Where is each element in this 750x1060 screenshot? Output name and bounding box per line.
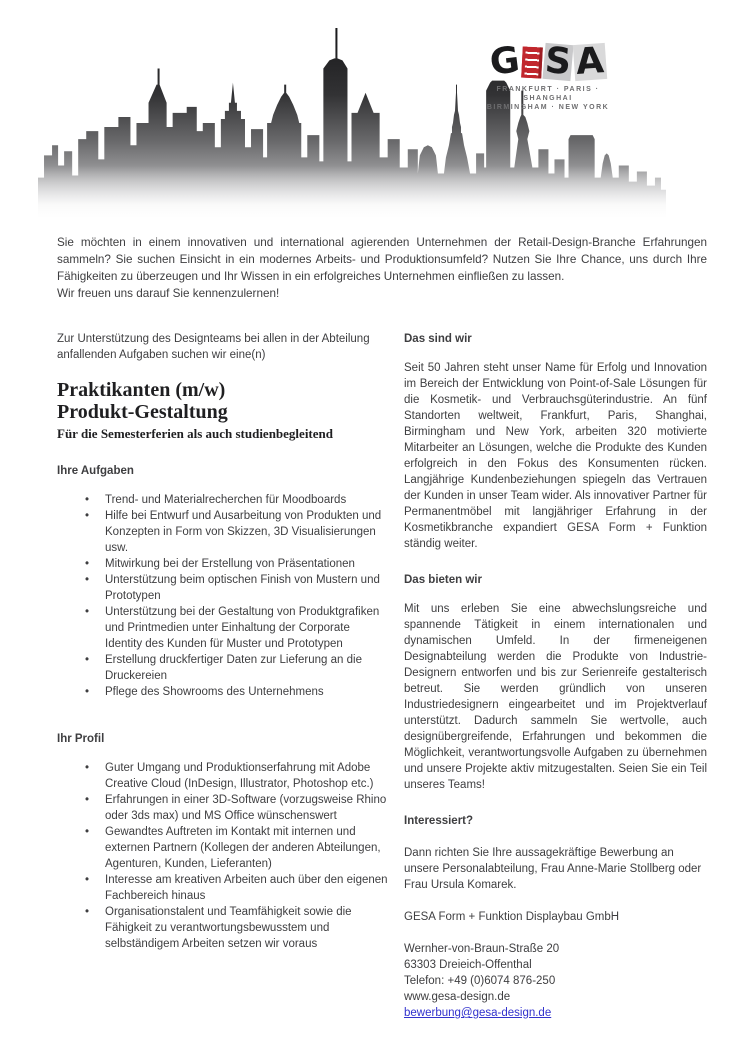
logo-letter-g: G xyxy=(487,39,522,84)
profile-item: • Gewandtes Auftreten im Kontakt mit internen und externen Partnern (Kollegen der anderen Abteilungen, Agenturen, Kunden, Lieferanten) xyxy=(105,824,390,872)
task-item: • Pflege des Showrooms des Unternehmens xyxy=(105,684,390,700)
tasks-list xyxy=(57,492,390,700)
intro-closing: Wir freuen uns darauf Sie kennenzulernen! xyxy=(57,287,280,300)
job-title-line2: Produkt-Gestaltung xyxy=(57,401,228,423)
profile-list xyxy=(57,760,390,952)
job-title-line1: Praktikanten (m/w) xyxy=(57,379,226,401)
task-item: • Unterstützung bei der Gestaltung von Produktgrafiken und Printmedien unter Einhaltung der Corporate Identity des Kunden für Muster und Prototypen xyxy=(105,604,390,652)
profile-item: • Erfahrungen in einer 3D-Software (vorzugsweise Rhino oder 3ds max) und MS Office wünschenswert xyxy=(105,792,390,824)
offer-paragraph: Mit uns erleben Sie eine abwechslungsreiche und spannende Tätigkeit in einem internationalen und dynamischen Umfeld. In der firmeneigenen Designabteilung werden die Produkte von Industrie-Designern entworfen und bis zur Serienreife gestalterisch betreut. Sie werden gründlich von unseren Industriedesignern eingearbeitet und im Projektverlauf unterstützt. Dadurch sammeln Sie wertvolle, auch designübergreifende, Erfahrungen und bekommen die Möglichkeit, verantwortungsvolle Aufgaben zu übernehmen und unsere Projekte aktiv mitzugestalten. Seien Sie ein Teil unseres Teams! xyxy=(404,603,707,791)
intro-paragraph: Sie möchten in einem innovativen und international agierenden Unternehmen der Retail-Design-Branche Erfahrungen sammeln? Sie suchen Einsicht in ein modernes Arbeits- und Produktionsumfeld? Nutzen Sie Ihre Chance, uns durch Ihre Fähigkeiten zu überzeugen und Ihr Wissen in ein erfolgreiches Unternehmen einfließen zu lassen. xyxy=(57,236,707,283)
logo-cities-line1: FRANKFURT · PARIS · SHANGHAI xyxy=(496,86,600,102)
profile-heading: Ihr Profil xyxy=(57,733,105,745)
logo-cities-line2: BIRMINGHAM · NEW YORK xyxy=(486,104,610,111)
address-city: 63303 Dreieich-Offenthal xyxy=(404,959,532,971)
job-subtitle: Für die Semesterferien als auch studienbegleitend xyxy=(57,426,333,441)
interested-heading: Interessiert? xyxy=(404,815,474,827)
email-link[interactable]: bewerbung@gesa-design.de xyxy=(404,1007,552,1019)
website-url: www.gesa-design.de xyxy=(404,991,511,1003)
tasks-heading: Ihre Aufgaben xyxy=(57,465,134,477)
vacancy-lead: Zur Unterstützung des Designteams bei allen in der Abteilung anfallenden Aufgaben suchen wir eine(n) xyxy=(57,333,370,361)
task-item: • Erstellung druckfertiger Daten zur Lieferung an die Druckereien xyxy=(105,652,390,684)
company-logo xyxy=(477,36,619,112)
about-heading: Das sind wir xyxy=(404,333,472,345)
task-item: • Hilfe bei Entwurf und Ausarbeitung von Produkten und Konzepten in Form von Skizzen, 3D Visualisierungen usw. xyxy=(105,508,390,556)
task-item: • Mitwirkung bei der Erstellung von Präsentationen xyxy=(105,556,390,572)
left-column xyxy=(57,331,390,952)
logo-letter-a: A xyxy=(574,40,606,83)
interested-paragraph: Dann richten Sie Ihre aussagekräftige Bewerbung an unsere Personalabteilung, Frau Anne-Marie Stollberg oder Frau Ursula Komarek. xyxy=(404,847,702,891)
logo-letter-s: S xyxy=(543,39,574,84)
profile-item: • Interesse am kreativen Arbeiten auch über den eigenen Fachbereich hinaus xyxy=(105,872,390,904)
task-item: • Trend- und Materialrecherchen für Moodboards xyxy=(105,492,390,508)
company-name: GESA Form + Funktion Displaybau GmbH xyxy=(404,911,620,923)
address-block xyxy=(404,941,707,1021)
phone-number: Telefon: +49 (0)6074 876-250 xyxy=(404,975,556,987)
task-item: • Unterstützung beim optischen Finish von Mustern und Prototypen xyxy=(105,572,390,604)
offer-heading: Das bieten wir xyxy=(404,574,482,586)
about-paragraph: Seit 50 Jahren steht unser Name für Erfolg und Innovation im Bereich der Entwicklung von Point-of-Sale Lösungen für die Kosmetik- und Verbrauchsgüterindustrie. An fünf Standorten weltweit, Frankfurt, Paris, Shanghai, Birmingham und New York, arbeiten 320 motivierte Mitarbeiter an Lösungen, welche die Produkte des Kunden erfolgreich in den Fokus des Konsumenten rücken. Langjährige Kundenbeziehungen spiegeln das Vertrauen der Kunden in unser Team wider. Als innovativer Partner für Permanentmöbel mit langjähriger Erfahrung in der Kosmetikbranche expandiert GESA Form + Funktion ständig weiter. xyxy=(404,362,707,550)
logo-shelf-e-icon xyxy=(522,46,544,78)
logo-letters xyxy=(477,36,619,84)
profile-item: • Guter Umgang und Produktionserfahrung mit Adobe Creative Cloud (InDesign, Illustrator, Photoshop etc.) xyxy=(105,760,390,792)
profile-item: • Organisationstalent und Teamfähigkeit sowie die Fähigkeit zu verantwortungsbewusstem und selbständigem Arbeiten setzen wir voraus xyxy=(105,904,390,952)
address-street: Wernher-von-Braun-Straße 20 xyxy=(404,943,560,955)
right-column xyxy=(404,331,707,1021)
intro-section xyxy=(57,234,707,302)
